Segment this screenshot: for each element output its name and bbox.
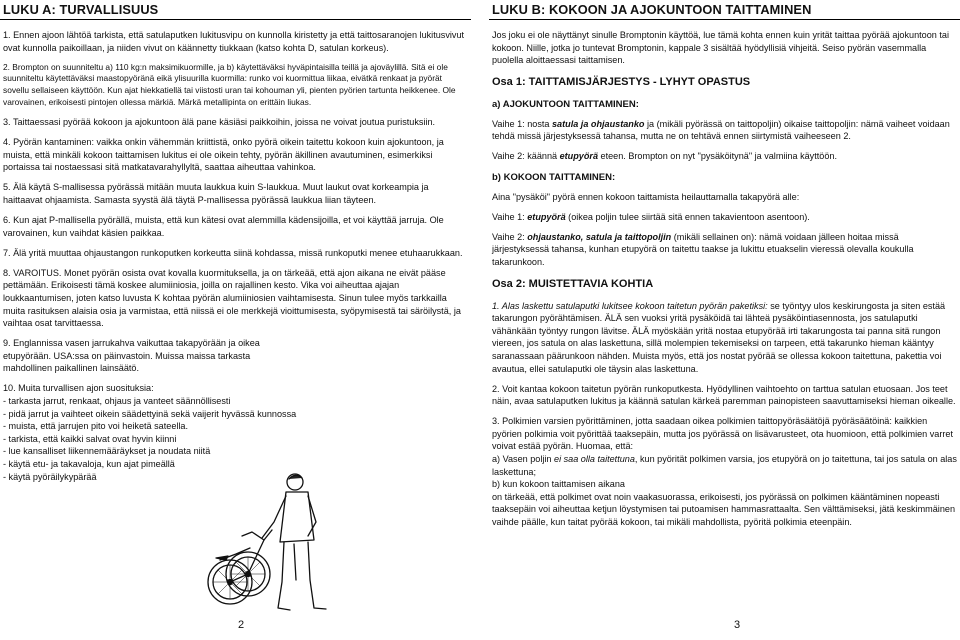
step-b2 — [492, 231, 958, 269]
remember-item-3: 3. Polkimien varsien pyörittäminen, jotta saadaan oikea polkimien taittopyöräsäätöjä pyöräsäätöinä: kaikkien pyörien polkimia voit pyörittää taaksepäin, mutta jos pyörässä on lisävarusteet, ota huomioon, että polkimien varret voivat estää pyörän. Huomaa, että: — [492, 416, 953, 452]
right-chapter-title: LUKU B: KOKOON JA AJOKUNTOON TAITTAMINEN — [489, 0, 960, 20]
step-b1-emphasis: etupyörä — [527, 211, 566, 222]
remember-item-3a — [492, 453, 958, 478]
remember-item-3a-rest: , kun pyörität polkimen varsia, jos etupyörä on jo taitettuna, tai jos satula on alas laskettuna; — [492, 454, 957, 477]
remember-item-1-rest: se työntyy ulos keskirungosta ja siten estää takarungon pyörähtämisen. ÄLÄ sen vuoksi yritä pysäköidä tai lähteä pysäköintiasennosta, jos satulaputki vähänkään työntyy rungon lävitse. ÄLÄ myöskään yritä nostaa etupyörää irti takarungosta tai panna sitä rungon viereen, jos satula on alas laskettuna, sillä molempien tekemiseksi on tarpeen, että takarunko hieman kääntyy saranassaan päärunkoon nähden. Muista myös, että jos nostat pyörää se ollessa kokoon taitettuna, pakettia voi avautua, ellei satulaputki ole täysin alas laskettuna. — [492, 300, 946, 374]
remember-item-1 — [492, 300, 958, 376]
list-item: - lue kansalliset liikennemääräykset ja noudata niitä — [3, 446, 211, 457]
step-a2-lead: Vaihe 2: käännä — [492, 151, 560, 162]
list-item: - tarkasta jarrut, renkaat, ohjaus ja vanteet säännöllisesti — [3, 396, 231, 407]
step-b1-lead: Vaihe 1: — [492, 211, 528, 222]
right-page-body — [492, 29, 958, 536]
step-a2-rest: eteen. Brompton on nyt "pysäköitynä" ja valmiina käyttöön. — [598, 151, 837, 162]
step-b2-lead: Vaihe 2: — [492, 231, 528, 242]
safety-item-3: 3. Taittaessasi pyörää kokoon ja ajokuntoon älä pane käsiäsi paikkoihin, joissa ne voivat joutua puristuksiin. — [3, 116, 436, 127]
step-a1-lead: Vaihe 1: nosta — [492, 118, 552, 129]
remember-item-3a-lead: a) Vasen poljin — [492, 454, 555, 465]
remember-item-3a-emphasis: ei saa olla taitettuna — [554, 454, 635, 465]
safety-item-8: 8. VAROITUS. Monet pyörän osista ovat kovalla kuormituksella, ja on tärkeää, että ajon aikana ne eivät pääse pettämään. Erikoisesti tämä koskee alumiiniosia, joilla on rajallinen kesto. Vika voi aiheuttaa ajajan loukkaantumisen, joten katso luvusta K kohtaa pyörän alumiiniosien vaihtamisesta. Sinun tulee myös tarkkailla muita rasituksen alaisia osia ja varmistaa, että niissä ei ole merkkejä vioittumisesta, syöpymisestä tai säröilystä, ja vaihtaa osat tarvittaessa. — [3, 267, 461, 329]
safety-item-7: 7. Älä yritä muuttaa ohjaustangon runkoputken korkeutta siinä kohdassa, missä runkoputki menee etuhaarukkaan. — [3, 247, 463, 258]
safety-item-4: 4. Pyörän kantaminen: vaikka onkin vähemmän kriittistä, onko pyörä oikein taitettu kokoon kuin ajokuntoon, ja muista, että minkäli kokoon taittamisen lukitus ei ole oikein tehty, pyörän äkillinen avautuminen, esimerkiksi portaissa tai nostaessasi sitä matkatavarahyllyltä, saattaa aiheuttaa vahinkoa. — [3, 136, 444, 173]
left-chapter-title: LUKU A: TURVALLISUUS — [0, 0, 471, 20]
list-item: - käytä etu- ja takavaloja, kun ajat pimeällä — [3, 459, 175, 470]
step-a1-emphasis: satula ja ohjaustanko — [552, 118, 645, 129]
right-page — [489, 0, 960, 640]
safety-item-2: 2. Brompton on suunniteltu a) 110 kg:n maksimikuormille, ja b) käytettäväksi hyväpintaisilla teillä ja ajoväylillä. Sitä ei ole suunniteltu käytettäväksi maastopyöränä eikä ylisuurilla kuormilla: runko voi kuormittua liikaa, eivätkä renkaat ja pyörät sovellu sellaiseen käyttöön. Kun ajat hiekkatiellä tai viistosti uran tai kohouman yli, pienten pyörien tartunta heikkenee. Ole varovainen, erikoisesti pintojen ollessa märkiä. Märkä metallipinta on erittäin liukas. — [3, 61, 456, 108]
intro-paragraph: Jos joku ei ole näyttänyt sinulle Bromptonin käyttöä, lue tämä kohta ennen kuin yrität taittaa pyörää ajokuntoon tai kokoon. Niille, jotka jo tuntevat Bromptonin, kappale 3 sisältää hyödyllisiä vihjeitä. Seiso pyörän vasemmalla puolella aloittaessasi taittamisen. — [492, 30, 949, 66]
step-b1-rest: (oikea poljin tulee siirtää sitä ennen takavientoon asentoon). — [565, 211, 810, 222]
step-a2-emphasis: etupyörä — [559, 151, 598, 162]
remember-item-3-tail: on tärkeää, että polkimet ovat noin vaakasuorassa, erikoisesti, jos pyörässä on polkimen kääntäminen nopeasti taaksepäin voi aiheuttaa ketjun löystymisen tai putoamisen hammasrattaalta. Sen välttämiseksi, jätä keskimmäinen vaihde päälle, kun taitat pyörää kokoon, tai mikäli mahdollista, pyöritä polkimia eteenpäin. — [492, 491, 955, 528]
step-b1 — [492, 211, 958, 224]
page-number-left: 2 — [238, 619, 245, 631]
step-a1 — [492, 118, 958, 143]
safety-item-10-intro: 10. Muita turvallisen ajon suosituksia: — [3, 383, 154, 394]
left-page-body — [3, 29, 469, 483]
safety-item-6: 6. Kun ajat P-mallisella pyörällä, muista, että kun kätesi ovat alemmilla kädensijoilla, et voi käyttää jarruja. Ole varovainen, kun vaihdat käsien paikkaa. — [3, 214, 444, 238]
subsection-heading-a: a) AJOKUNTOON TAITTAMINEN: — [492, 98, 639, 110]
step-b2-rest: (mikäli sellainen on): nämä voidaan jälleen hoitaa missä järjestyksessä tahansa, kunhan etupyörä on taitettu taakse ja lukittu etuakselin vieressä olevalla koukulla takarunkoon. — [492, 231, 914, 267]
list-item: - käytä pyöräilykypärää — [3, 471, 97, 482]
list-item: - tarkista, että kaikki salvat ovat hyvin kiinni — [3, 433, 177, 444]
remember-item-1-emphasis: 1. Alas laskettu satulaputki lukitsee kokoon taitetun pyörän paketiksi: — [492, 300, 768, 311]
step-b2-emphasis: ohjaustanko, satula ja taittopoljin — [527, 231, 672, 242]
fold-intro: Aina "pysäköi" pyörä ennen kokoon taittamista heilauttamalla takapyörä alle: — [492, 191, 800, 202]
remember-item-2: 2. Voit kantaa kokoon taitetun pyörän runkoputkesta. Hyödyllinen vaihtoehto on tarttua satulan etuosaan. Jos teet näin, avaa satulaputken lukitus ja käännä satulan kärkeä paremman painopisteen saavuttamiseksi hieman oikealle. — [492, 383, 956, 407]
folding-bicycle-illustration — [190, 470, 340, 615]
section-heading-osa2: Osa 2: MUISTETTAVIA KOHTIA — [492, 277, 654, 290]
remember-item-3b: b) kun kokoon taittamisen aikana — [492, 479, 625, 490]
subsection-heading-b: b) KOKOON TAITTAMINEN: — [492, 171, 616, 183]
step-a2 — [492, 150, 958, 163]
safety-item-9: 9. Englannissa vasen jarrukahva vaikuttaa takapyörään ja oikea etupyörään. USA:ssa on päinvastoin. Muissa maissa tarkasta mahdollinen paikallinen lainsäätö. — [3, 338, 260, 374]
safety-item-1: 1. Ennen ajoon lähtöä tarkista, että satulaputken lukitusvipu on kunnolla kiristetty ja että taittosaranojen lukitusvivut ovat kunnolla paikoillaan, ja niiden vivut on käännetty tiukkaan (katso kohta D, satulan korkeus). — [3, 30, 465, 53]
left-page — [0, 0, 471, 640]
step-a1-rest: ja (mikäli pyörässä on taittopoljin) oikaise taittopoljin: nämä vaiheet voidaan tehdä missä järjestyksessä tahansa, mutta ne on tehtävä ennen siirtymistä vaiheeseen 2. — [492, 118, 950, 142]
list-item: - pidä jarrut ja vaihteet oikein säädettyinä sekä vaijerit hyvässä kunnossa — [3, 408, 297, 419]
section-heading-osa1: Osa 1: TAITTAMISJÄRJESTYS - LYHYT OPASTUS — [492, 75, 751, 88]
list-item: - muista, että jarrujen pito voi heiketä sateella. — [3, 421, 189, 432]
page-number-right: 3 — [734, 619, 741, 631]
safety-item-5: 5. Älä käytä S-mallisessa pyörässä mitään muuta laukkua kuin S-laukkua. Muut laukut ovat korkeampia ja haittaavat ohjaamista. Samasta syystä älä täytä P-mallisessa pyörässä laukkua liian täyteen. — [3, 182, 429, 205]
